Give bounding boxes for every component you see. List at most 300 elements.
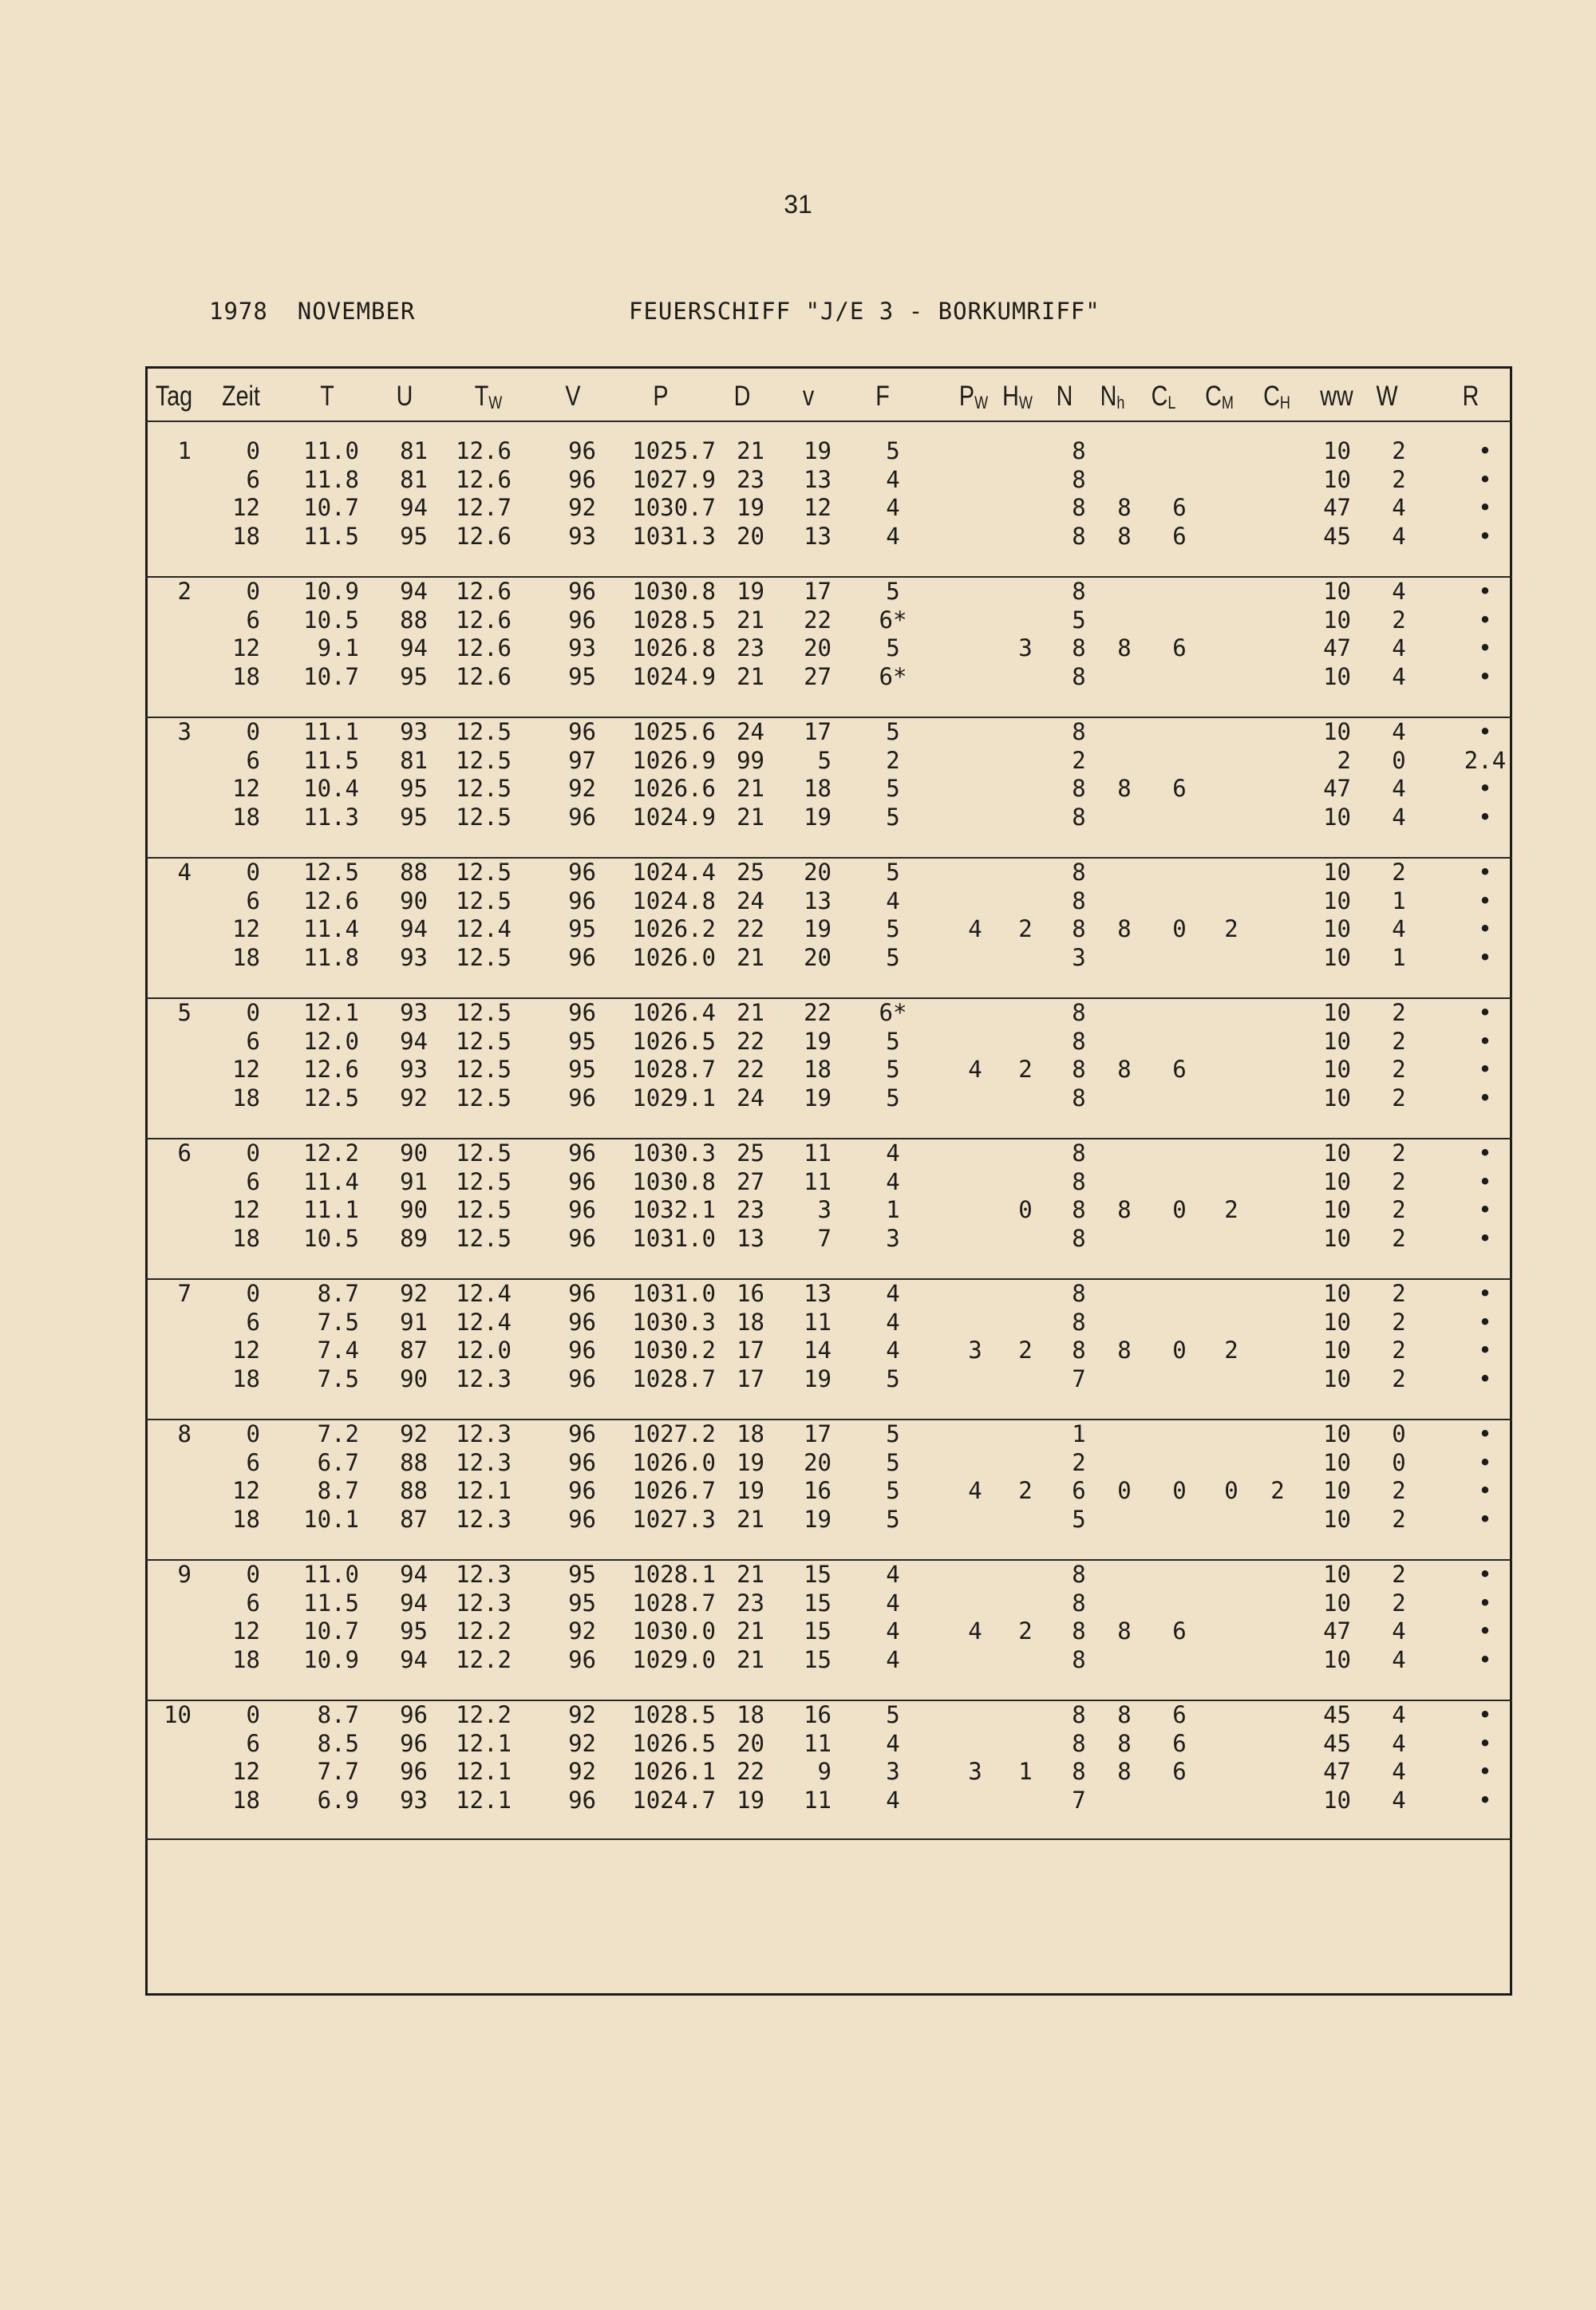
- table-cell: 11: [804, 1309, 832, 1336]
- table-cell: 2: [886, 747, 900, 774]
- table-cell: 96: [568, 1787, 596, 1814]
- day-number: 1: [177, 437, 192, 464]
- table-cell: 1026.2: [632, 915, 716, 942]
- table-cell: 4: [886, 466, 900, 493]
- table-cell: 92: [568, 1701, 596, 1728]
- table-cell: 8: [1072, 718, 1086, 745]
- table-cell: 94: [400, 1028, 428, 1055]
- table-cell: 10.9: [303, 1646, 359, 1673]
- table-cell: 2: [1018, 1617, 1033, 1645]
- table-cell: 20: [737, 523, 764, 550]
- table-cell: 18: [232, 523, 260, 550]
- table-cell: 12.5: [456, 747, 512, 774]
- table-cell: 2: [1392, 859, 1406, 886]
- table-cell: 1024.7: [632, 1787, 716, 1814]
- table-cell: 12.1: [303, 999, 359, 1026]
- table-cell: 93: [568, 523, 596, 550]
- table-cell: •: [1478, 1365, 1492, 1392]
- table-cell: 91: [400, 1168, 428, 1195]
- table-cell: 93: [400, 1056, 428, 1083]
- table-cell: 0: [246, 1420, 260, 1447]
- table-cell: 12: [232, 915, 260, 942]
- table-cell: 21: [737, 1617, 764, 1645]
- table-cell: 27: [804, 663, 832, 690]
- table-cell: 0: [246, 1280, 260, 1307]
- table-cell: 10.5: [303, 1225, 359, 1252]
- day-number: 5: [177, 999, 192, 1026]
- table-cell: 10: [1323, 1028, 1351, 1055]
- table-cell: 0: [246, 718, 260, 745]
- table-cell: 12.6: [303, 887, 359, 914]
- table-cell: 12.6: [303, 1056, 359, 1083]
- table-cell: 1: [1392, 887, 1406, 914]
- table-cell: 10: [1323, 1449, 1351, 1476]
- table-cell: 7: [1072, 1787, 1086, 1814]
- table-cell: 19: [804, 804, 832, 831]
- table-cell: 93: [568, 634, 596, 661]
- table-cell: 4: [1392, 1617, 1406, 1645]
- table-cell: 3: [1072, 944, 1086, 971]
- table-cell: 1029.1: [632, 1084, 716, 1112]
- table-cell: 19: [737, 494, 764, 521]
- table-cell: 22: [737, 1028, 764, 1055]
- table-cell: 0: [1172, 915, 1187, 942]
- column-header-u: [378, 379, 431, 414]
- table-cell: •: [1478, 1168, 1492, 1195]
- table-cell: 95: [400, 663, 428, 690]
- table-cell: 81: [400, 437, 428, 464]
- table-cell: 5: [886, 1420, 900, 1447]
- table-cell: 2: [1224, 1337, 1238, 1364]
- table-cell: 2: [1392, 1084, 1406, 1112]
- table-cell: 2: [1270, 1477, 1285, 1504]
- table-cell: 10: [1323, 437, 1351, 464]
- column-header-v: [782, 379, 835, 414]
- table-cell: 21: [737, 944, 764, 971]
- table-cell: 18: [232, 1787, 260, 1814]
- table-cell: 6: [246, 466, 260, 493]
- table-cell: 18: [804, 1056, 832, 1083]
- table-cell: 19: [804, 1084, 832, 1112]
- table-cell: 88: [400, 1477, 428, 1504]
- table-cell: 19: [804, 1028, 832, 1055]
- table-cell: 4: [1392, 804, 1406, 831]
- table-cell: 8: [1117, 1056, 1132, 1083]
- table-cell: 19: [804, 915, 832, 942]
- table-cell: 10: [1323, 578, 1351, 605]
- table-cell: 8: [1072, 466, 1086, 493]
- table-cell: 5: [886, 859, 900, 886]
- table-cell: 8: [1072, 1561, 1086, 1588]
- table-cell: 1026.5: [632, 1028, 716, 1055]
- table-cell: 10.5: [303, 606, 359, 634]
- table-cell: 94: [400, 578, 428, 605]
- table-cell: 4: [1392, 494, 1406, 521]
- table-cell: 12.6: [456, 606, 512, 634]
- table-cell: 23: [737, 466, 764, 493]
- table-cell: 11.8: [303, 466, 359, 493]
- table-cell: 93: [400, 944, 428, 971]
- table-cell: 6: [246, 1028, 260, 1055]
- table-cell: 18: [232, 944, 260, 971]
- table-cell: 1029.0: [632, 1646, 716, 1673]
- table-cell: 7.7: [317, 1758, 359, 1785]
- table-cell: 92: [568, 1730, 596, 1757]
- table-cell: 18: [232, 1365, 260, 1392]
- table-cell: 6: [246, 1449, 260, 1476]
- table-cell: •: [1478, 1787, 1492, 1814]
- table-cell: 11.0: [303, 437, 359, 464]
- table-cell: 21: [737, 1646, 764, 1673]
- table-cell: 96: [400, 1730, 428, 1757]
- table-cell: 1028.1: [632, 1561, 716, 1588]
- table-cell: •: [1478, 1506, 1492, 1533]
- table-cell: 92: [400, 1420, 428, 1447]
- table-cell: 11.5: [303, 1589, 359, 1617]
- table-cell: 93: [400, 999, 428, 1026]
- table-cell: 88: [400, 1449, 428, 1476]
- table-cell: •: [1478, 944, 1492, 971]
- table-cell: 10: [1323, 915, 1351, 942]
- table-cell: 2: [1392, 1225, 1406, 1252]
- table-cell: 6: [246, 606, 260, 634]
- day-number: 2: [177, 578, 192, 605]
- table-cell: 96: [568, 1196, 596, 1223]
- table-cell: 5: [886, 634, 900, 661]
- table-cell: 96: [568, 1309, 596, 1336]
- table-cell: 13: [737, 1225, 764, 1252]
- table-cell: 4: [886, 1561, 900, 1588]
- table-cell: 1032.1: [632, 1196, 716, 1223]
- table-cell: 19: [804, 1365, 832, 1392]
- table-cell: •: [1478, 1084, 1492, 1112]
- table-cell: 18: [737, 1701, 764, 1728]
- table-cell: 18: [232, 1646, 260, 1673]
- table-cell: 1030.3: [632, 1309, 716, 1336]
- table-cell: 8: [1072, 1617, 1086, 1645]
- table-cell: 0: [246, 1139, 260, 1167]
- table-cell: 12: [232, 775, 260, 802]
- table-cell: 12.3: [456, 1506, 512, 1533]
- table-cell: 6: [1172, 775, 1187, 802]
- table-cell: 14: [804, 1337, 832, 1364]
- table-cell: 92: [568, 775, 596, 802]
- table-cell: •: [1478, 1139, 1492, 1167]
- table-cell: 96: [568, 1477, 596, 1504]
- table-cell: 96: [568, 999, 596, 1026]
- table-cell: 81: [400, 747, 428, 774]
- table-cell: 4: [886, 1730, 900, 1757]
- table-cell: 1: [886, 1196, 900, 1223]
- table-cell: 6: [1172, 1701, 1187, 1728]
- column-header-base: T: [320, 381, 334, 412]
- table-cell: 47: [1323, 1617, 1351, 1645]
- table-cell: 87: [400, 1337, 428, 1364]
- table-cell: 8: [1072, 1280, 1086, 1307]
- table-cell: 8: [1072, 1646, 1086, 1673]
- table-cell: •: [1478, 804, 1492, 831]
- table-cell: 12.0: [303, 1028, 359, 1055]
- table-cell: 10: [1323, 606, 1351, 634]
- table-cell: 47: [1323, 494, 1351, 521]
- table-cell: 0: [246, 1701, 260, 1728]
- table-cell: 16: [804, 1477, 832, 1504]
- table-cell: 12.2: [456, 1701, 512, 1728]
- table-cell: 0: [246, 1561, 260, 1588]
- table-cell: 88: [400, 859, 428, 886]
- table-cell: 96: [568, 1225, 596, 1252]
- table-cell: •: [1478, 999, 1492, 1026]
- day-number: 4: [177, 859, 192, 886]
- column-header-base: D: [733, 381, 751, 412]
- table-cell: 10: [1323, 466, 1351, 493]
- table-cell: 5: [886, 775, 900, 802]
- table-cell: 12: [232, 1617, 260, 1645]
- table-cell: 6: [1172, 523, 1187, 550]
- table-cell: 20: [804, 634, 832, 661]
- table-cell: 4: [886, 523, 900, 550]
- table-cell: 1028.5: [632, 606, 716, 634]
- table-cell: 6.9: [317, 1787, 359, 1814]
- table-cell: 10: [1323, 1561, 1351, 1588]
- column-header-base: H: [1002, 381, 1019, 412]
- table-cell: 19: [737, 1449, 764, 1476]
- table-cell: 15: [804, 1561, 832, 1588]
- table-cell: 9: [817, 1758, 832, 1785]
- table-cell: •: [1478, 1420, 1492, 1447]
- table-cell: 1030.8: [632, 1168, 716, 1195]
- column-header-base: T: [474, 381, 489, 412]
- table-cell: 8: [1072, 1139, 1086, 1167]
- table-cell: 6: [1172, 634, 1187, 661]
- table-cell: 12.6: [456, 634, 512, 661]
- table-cell: 0: [1392, 1449, 1406, 1476]
- table-cell: 2: [1392, 1309, 1406, 1336]
- table-cell: 5: [886, 578, 900, 605]
- table-cell: •: [1478, 523, 1492, 550]
- column-header-sub: M: [1221, 393, 1234, 413]
- table-cell: 12: [804, 494, 832, 521]
- table-cell: 2: [1224, 915, 1238, 942]
- table-cell: 8: [1072, 1225, 1086, 1252]
- table-cell: 95: [568, 1561, 596, 1588]
- table-cell: 2: [1072, 1449, 1086, 1476]
- table-cell: 12.5: [456, 944, 512, 971]
- table-cell: 12.2: [303, 1139, 359, 1167]
- table-cell: 96: [568, 1646, 596, 1673]
- table-cell: 12: [232, 494, 260, 521]
- table-cell: 3: [968, 1337, 982, 1364]
- table-cell: 10: [1323, 944, 1351, 971]
- table-cell: 17: [804, 1420, 832, 1447]
- column-header-base: v: [802, 381, 815, 412]
- table-cell: 95: [400, 1617, 428, 1645]
- table-cell: 96: [568, 1449, 596, 1476]
- table-cell: 96: [568, 1420, 596, 1447]
- table-cell: 22: [804, 999, 832, 1026]
- table-cell: 8: [1072, 1309, 1086, 1336]
- table-cell: 12.4: [456, 915, 512, 942]
- table-cell: 10: [1323, 1646, 1351, 1673]
- table-cell: 2: [1392, 1056, 1406, 1083]
- table-cell: 8: [1072, 1730, 1086, 1757]
- table-cell: 6: [246, 887, 260, 914]
- table-cell: 94: [400, 634, 428, 661]
- table-cell: 4: [1392, 1730, 1406, 1757]
- table-cell: 1031.0: [632, 1225, 716, 1252]
- table-cell: 10: [1323, 1196, 1351, 1223]
- table-cell: 16: [804, 1701, 832, 1728]
- table-cell: 15: [804, 1646, 832, 1673]
- table-cell: 12.5: [456, 804, 512, 831]
- column-header-tag: [148, 379, 200, 414]
- table-cell: 0: [246, 859, 260, 886]
- table-cell: 1: [1392, 944, 1406, 971]
- table-cell: 10: [1323, 1056, 1351, 1083]
- table-cell: •: [1478, 887, 1492, 914]
- table-cell: 96: [568, 1365, 596, 1392]
- table-cell: 5: [886, 944, 900, 971]
- column-header-base: V: [565, 381, 581, 412]
- table-cell: 4: [1392, 523, 1406, 550]
- table-cell: 7.5: [317, 1365, 359, 1392]
- table-cell: 12.5: [456, 775, 512, 802]
- column-header-p: [634, 379, 687, 414]
- table-cell: 1031.3: [632, 523, 716, 550]
- column-header-base: Tag: [155, 381, 193, 412]
- table-cell: •: [1478, 915, 1492, 942]
- table-cell: •: [1478, 1701, 1492, 1728]
- table-cell: 12.4: [456, 1309, 512, 1336]
- day-separator: [145, 1838, 1512, 1840]
- table-cell: 1026.8: [632, 634, 716, 661]
- table-cell: •: [1478, 1646, 1492, 1673]
- day-number: 10: [164, 1701, 192, 1728]
- table-cell: •: [1478, 1617, 1492, 1645]
- table-cell: 19: [804, 1506, 832, 1533]
- table-cell: 96: [568, 578, 596, 605]
- column-header-f: [856, 379, 909, 414]
- table-cell: 21: [737, 1506, 764, 1533]
- table-cell: 8: [1072, 1084, 1086, 1112]
- table-cell: 3: [886, 1758, 900, 1785]
- table-cell: 7.4: [317, 1337, 359, 1364]
- table-cell: 17: [804, 718, 832, 745]
- table-cell: •: [1478, 1730, 1492, 1757]
- day-number: 3: [177, 718, 192, 745]
- header-year-month: 1978 NOVEMBER: [209, 298, 416, 325]
- table-cell: 10: [1323, 1589, 1351, 1617]
- table-cell: 91: [400, 1309, 428, 1336]
- table-cell: 95: [568, 1589, 596, 1617]
- table-cell: •: [1478, 578, 1492, 605]
- table-cell: 0: [246, 999, 260, 1026]
- table-cell: 10: [1323, 1280, 1351, 1307]
- table-cell: 95: [568, 1056, 596, 1083]
- table-cell: 27: [737, 1168, 764, 1195]
- table-cell: 12.6: [456, 466, 512, 493]
- table-cell: 6: [246, 1730, 260, 1757]
- table-cell: 8: [1072, 634, 1086, 661]
- day-number: 7: [177, 1280, 192, 1307]
- table-cell: •: [1478, 1196, 1492, 1223]
- table-cell: 12: [232, 1477, 260, 1504]
- table-cell: 12.3: [456, 1365, 512, 1392]
- table-cell: 16: [737, 1280, 764, 1307]
- table-cell: 8.5: [317, 1730, 359, 1757]
- table-cell: 96: [400, 1701, 428, 1728]
- table-cell: 1024.8: [632, 887, 716, 914]
- column-header-base: C: [1205, 381, 1222, 412]
- table-cell: 8: [1072, 1028, 1086, 1055]
- column-header-ww: [1310, 379, 1363, 414]
- column-header-sub: W: [974, 393, 989, 413]
- table-cell: 1028.7: [632, 1056, 716, 1083]
- table-cell: 10: [1323, 718, 1351, 745]
- table-cell: 12: [232, 1337, 260, 1364]
- column-header-nh: [1086, 379, 1139, 414]
- table-cell: 4: [886, 1646, 900, 1673]
- table-cell: 10: [1323, 804, 1351, 831]
- table-cell: 12.5: [303, 859, 359, 886]
- table-cell: 96: [568, 718, 596, 745]
- table-cell: 8: [1117, 1617, 1132, 1645]
- table-cell: 4: [1392, 775, 1406, 802]
- table-cell: 12.3: [456, 1561, 512, 1588]
- table-cell: 92: [568, 494, 596, 521]
- table-cell: 10: [1323, 1506, 1351, 1533]
- table-cell: 8: [1072, 1168, 1086, 1195]
- table-cell: 47: [1323, 775, 1351, 802]
- table-cell: 19: [737, 578, 764, 605]
- table-cell: 4: [886, 1168, 900, 1195]
- table-cell: 93: [400, 718, 428, 745]
- table-cell: 20: [737, 1730, 764, 1757]
- table-cell: 10.7: [303, 494, 359, 521]
- table-cell: 8: [1117, 1337, 1132, 1364]
- table-cell: •: [1478, 1225, 1492, 1252]
- table-cell: 90: [400, 1139, 428, 1167]
- table-cell: 8: [1117, 1196, 1132, 1223]
- table-cell: 5: [1072, 606, 1086, 634]
- header-divider: [145, 421, 1512, 422]
- table-cell: 2: [1392, 999, 1406, 1026]
- table-cell: 11: [804, 1787, 832, 1814]
- page-number: 31: [784, 190, 812, 219]
- table-cell: 5: [886, 1701, 900, 1728]
- table-cell: 4: [886, 1617, 900, 1645]
- column-header-ch: [1250, 379, 1303, 414]
- day-number: 6: [177, 1139, 192, 1167]
- table-cell: 6: [246, 1309, 260, 1336]
- table-cell: 88: [400, 606, 428, 634]
- table-cell: 2: [1392, 1280, 1406, 1307]
- table-cell: 11.3: [303, 804, 359, 831]
- table-cell: 23: [737, 1196, 764, 1223]
- day-number: 8: [177, 1420, 192, 1447]
- table-cell: 10.1: [303, 1506, 359, 1533]
- table-cell: 2: [1392, 1561, 1406, 1588]
- table-cell: 12.5: [456, 1056, 512, 1083]
- table-cell: 1026.0: [632, 1449, 716, 1476]
- table-cell: 12: [232, 1056, 260, 1083]
- table-cell: •: [1478, 606, 1492, 634]
- table-cell: 17: [737, 1337, 764, 1364]
- table-cell: 17: [804, 578, 832, 605]
- table-cell: 5: [886, 1084, 900, 1112]
- table-cell: 4: [968, 1617, 982, 1645]
- table-cell: 1025.7: [632, 437, 716, 464]
